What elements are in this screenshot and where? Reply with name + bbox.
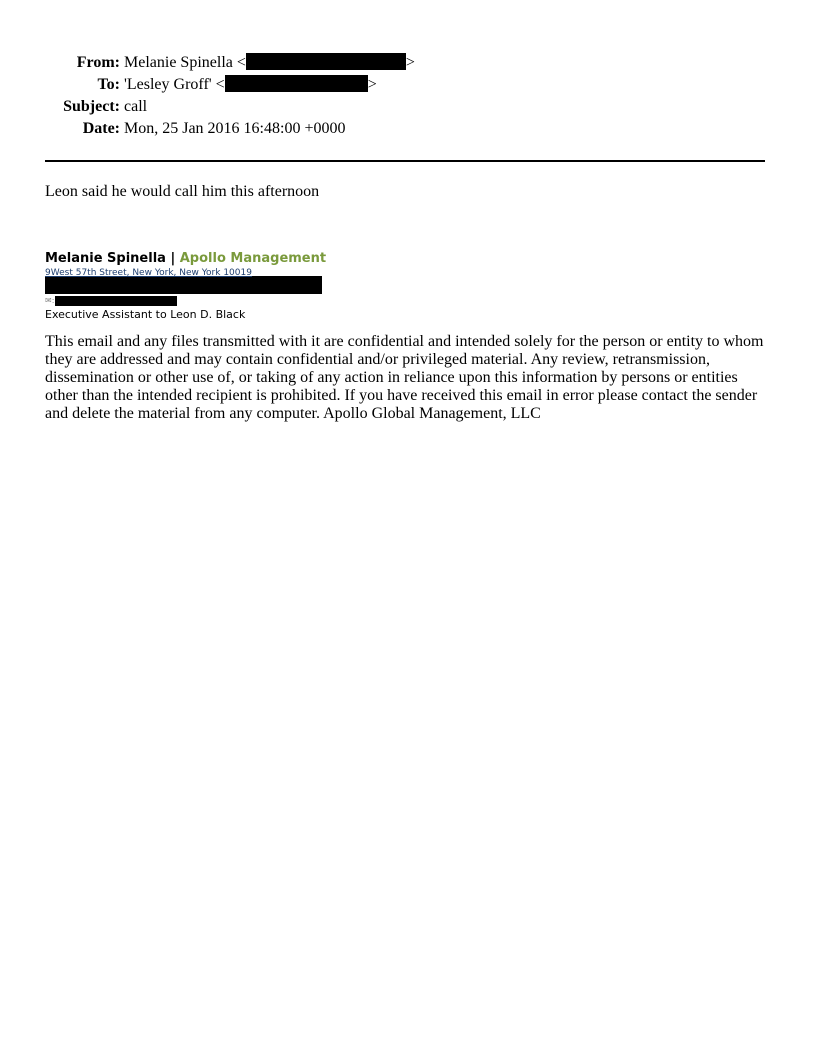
message-body: Leon said he would call him this afternoon [45, 183, 320, 200]
signature-name: Melanie Spinella [45, 251, 166, 266]
from-value [124, 52, 415, 74]
date-value: Mon, 25 Jan 2016 16:48:00 +0000 [124, 120, 346, 137]
date-label: Date: [82, 120, 120, 137]
from-close: > [405, 54, 415, 71]
redacted-email-address [55, 296, 177, 306]
to-close: > [367, 76, 377, 93]
redacted-from-address [246, 53, 406, 70]
from-row [45, 52, 765, 74]
from-label: From: [76, 54, 120, 71]
header-divider [45, 160, 765, 162]
signature-address[interactable]: 9West 57th Street, New York, New York 10019 [45, 268, 252, 278]
email-signature [45, 250, 765, 322]
to-label: To: [97, 76, 120, 93]
date-row [45, 118, 765, 140]
redacted-phone-block [45, 276, 322, 294]
to-row [45, 74, 765, 96]
subject-row [45, 96, 765, 118]
signature-email-prefix: : [51, 296, 55, 305]
signature-separator: | [165, 251, 180, 266]
confidentiality-disclaimer: This email and any files transmitted with it are confidential and intended solely for the person or entity to whom they are addressed and may contain confidential and/or privileged material. Any review, retransmission, dissemination or other use of, or taking of any action in reliance upon this information by persons or entities other than the intended recipient is prohibited. If you have received this email in error please contact the sender and delete the material from any computer. Apollo Global Management, LLC [45, 333, 764, 422]
redacted-to-address [225, 75, 368, 92]
subject-label: Subject: [63, 98, 120, 115]
email-header [45, 52, 765, 140]
signature-name-line [45, 250, 765, 268]
envelope-icon: ✉ [45, 296, 52, 305]
signature-company: Apollo Management [179, 251, 327, 266]
signature-title: Executive Assistant to Leon D. Black [45, 308, 246, 321]
to-name: 'Lesley Groff' < [124, 76, 225, 93]
signature-email-line [45, 296, 765, 306]
to-value [124, 74, 377, 96]
from-name: Melanie Spinella < [124, 54, 246, 71]
subject-value: call [124, 98, 148, 115]
